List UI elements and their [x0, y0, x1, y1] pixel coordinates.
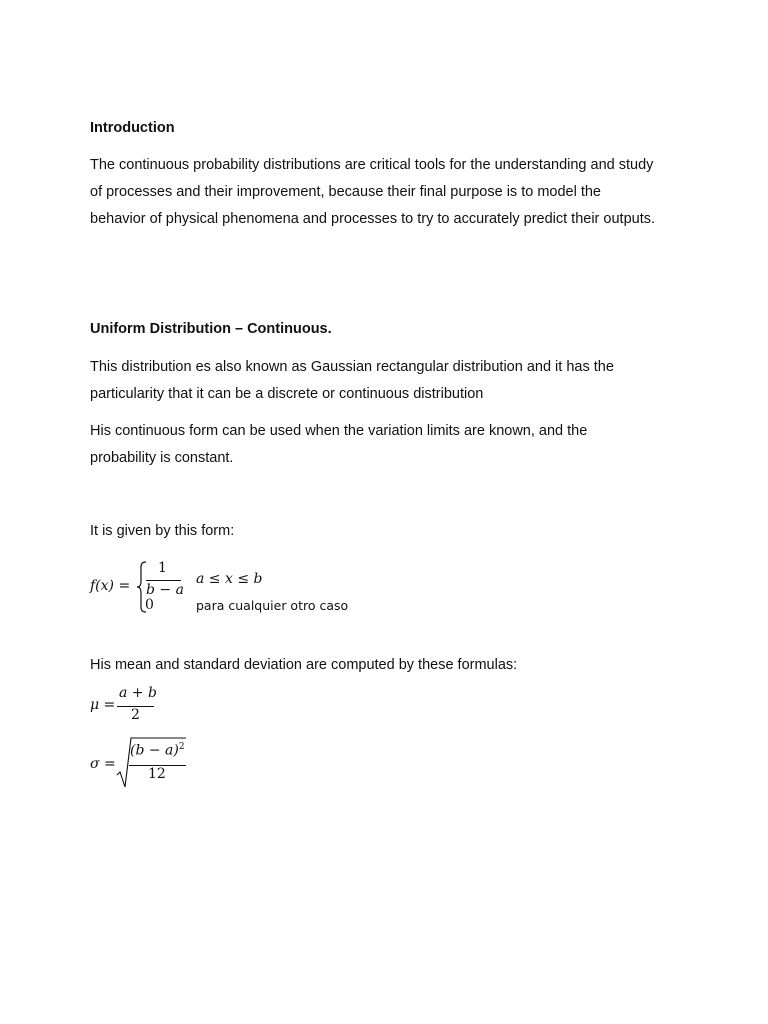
intro-line: The continuous probability distributions are critical tools for the understanding and study: [90, 157, 654, 173]
given-text-line: It is given by this form:: [90, 523, 235, 539]
pdf-case1-condition: a ≤ x ≤ b: [196, 571, 263, 587]
mean-numerator: a + b: [119, 685, 157, 701]
pdf-case2-value: 0: [145, 597, 154, 613]
sd-numerator-exponent: 2: [178, 742, 185, 752]
uniform-paragraph-2: [90, 418, 690, 472]
intro-heading: Introduction: [90, 120, 175, 136]
pdf-fraction-bar: [146, 580, 181, 581]
uniform-line: probability is constant.: [90, 450, 234, 466]
pdf-case1-denominator: b − a: [146, 582, 184, 598]
pdf-lhs: f(x) =: [90, 578, 131, 594]
pdf-case2-condition: para cualquier otro caso: [196, 598, 349, 613]
sd-numerator: [130, 742, 185, 759]
intro-line: of processes and their improvement, because their final purpose is to model the: [90, 184, 601, 200]
uniform-line: This distribution es also known as Gaussian rectangular distribution and it has the: [90, 359, 614, 375]
uniform-line: particularity that it can be a discrete or continuous distribution: [90, 386, 484, 402]
uniform-line: His continuous form can be used when the variation limits are known, and the: [90, 423, 588, 439]
uniform-paragraph-1: [90, 354, 690, 408]
mean-lhs: μ =: [90, 697, 116, 713]
intro-paragraph: [90, 152, 690, 233]
pdf-case1-numerator: 1: [158, 560, 167, 576]
intro-line: behavior of physical phenomena and processes to try to accurately predict their outputs.: [90, 211, 656, 227]
sd-lhs: σ =: [90, 756, 116, 772]
uniform-heading: Uniform Distribution – Continuous.: [90, 321, 332, 337]
mean-denominator: 2: [131, 707, 140, 723]
sd-denominator: 12: [148, 766, 166, 782]
given-text: [90, 518, 690, 545]
stats-text: [90, 652, 690, 679]
stats-text-line: His mean and standard deviation are computed by these formulas:: [90, 657, 518, 673]
sd-numerator-base: (b − a): [130, 742, 179, 759]
